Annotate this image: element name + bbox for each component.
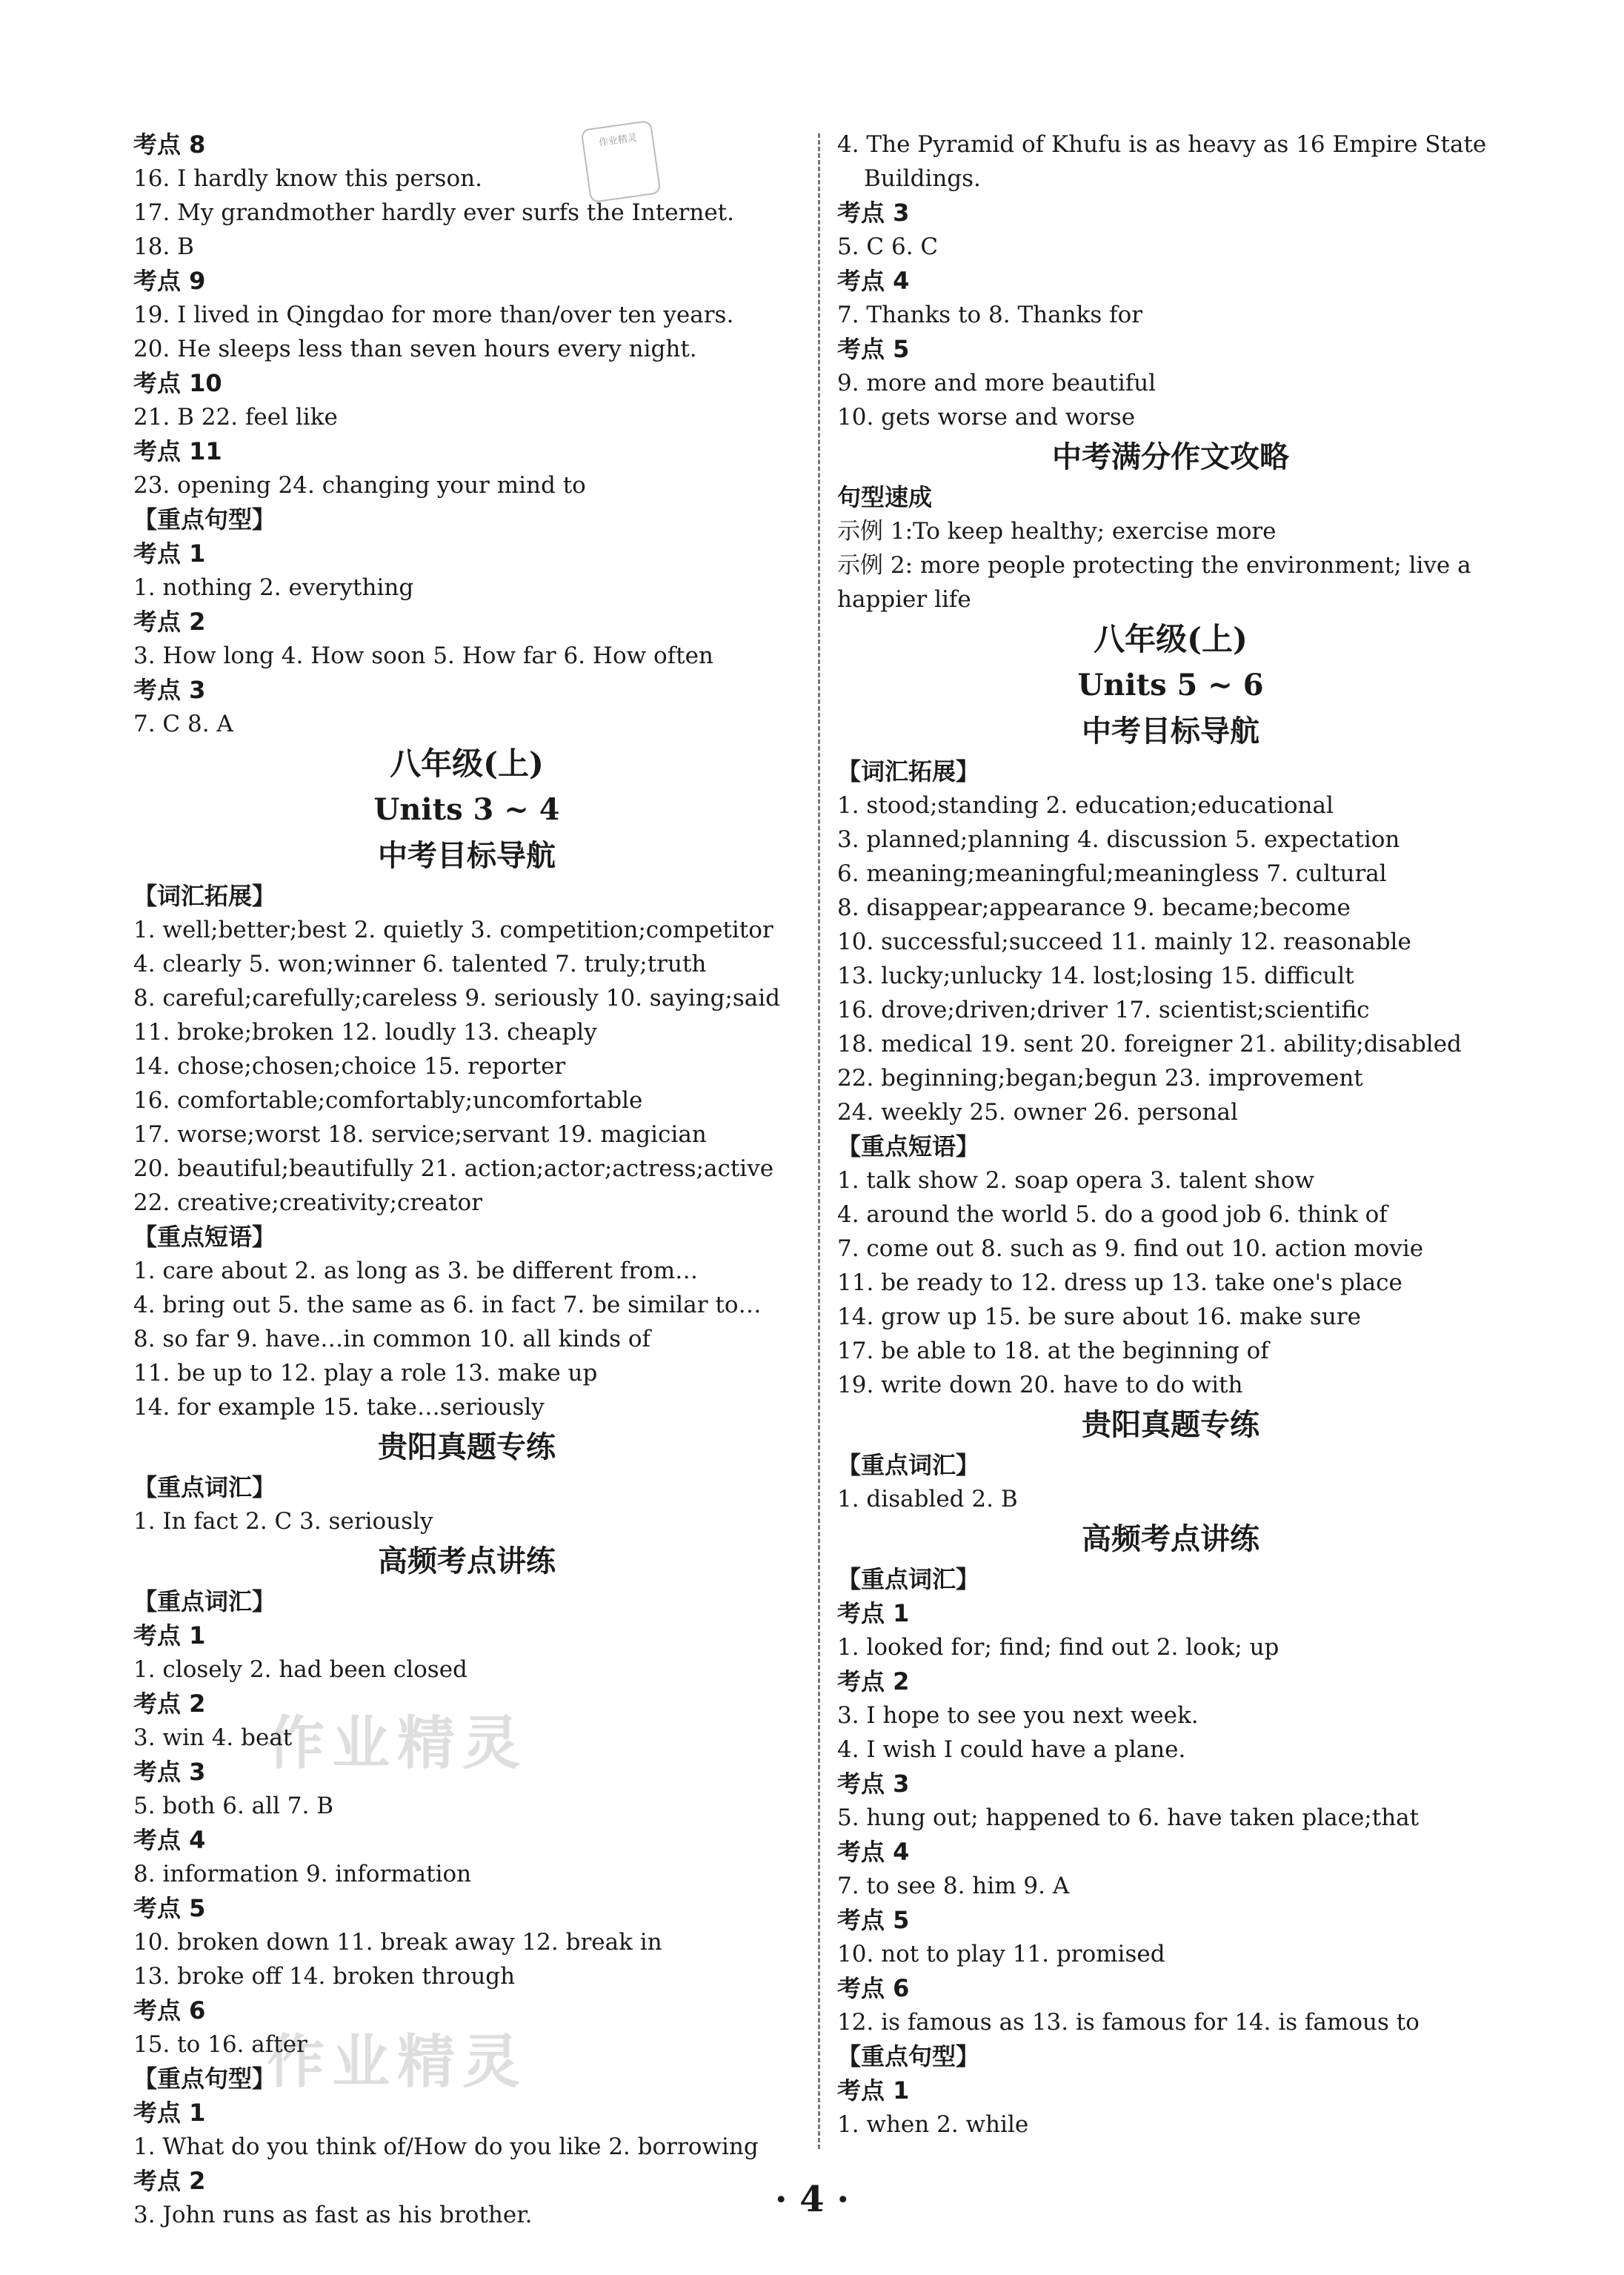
exam-point-label: 考点 6 <box>837 1974 910 2002</box>
answer-line: 5. C 6. C <box>837 233 939 260</box>
section-label: 【词汇拓展】 <box>837 757 980 786</box>
answer-line: 10. not to play 11. promised <box>837 1941 1165 1967</box>
exam-point-label: 考点 5 <box>133 1894 206 1922</box>
exam-point-label: 考点 4 <box>133 1826 206 1854</box>
column-divider <box>818 133 820 2149</box>
answer-line: 10. broken down 11. break away 12. break in <box>133 1929 662 1956</box>
answer-line: 7. to see 8. him 9. A <box>837 1873 1070 1899</box>
exam-point-label: 考点 9 <box>133 267 206 295</box>
exam-point-label: 考点 10 <box>133 369 222 397</box>
answer-line: 4. bring out 5. the same as 6. in fact 7. be similar to… <box>133 1292 762 1318</box>
answer-line: 4. I wish I could have a plane. <box>837 1736 1186 1763</box>
answer-line: 23. opening 24. changing your mind to <box>133 472 586 499</box>
units-heading: Units 5 ~ 6 <box>1077 668 1264 703</box>
answer-line: 10. successful;succeed 11. mainly 12. reasonable <box>837 929 1411 955</box>
section-label: 【重点词汇】 <box>837 1565 980 1593</box>
section-heading: 中考目标导航 <box>378 839 556 873</box>
exam-point-label: 考点 2 <box>837 1667 910 1696</box>
answer-line: 11. be up to 12. play a role 13. make up <box>133 1360 598 1386</box>
section-label: 【重点词汇】 <box>133 1473 276 1501</box>
answer-line: 16. drove;driven;driver 17. scientist;scientific <box>837 997 1370 1023</box>
exam-point-label: 考点 6 <box>133 1996 206 2025</box>
answer-line: 14. for example 15. take…seriously <box>133 1394 545 1421</box>
units-heading: Units 3 ~ 4 <box>373 792 560 827</box>
answer-line: 1. when 2. while <box>837 2111 1029 2138</box>
grade-heading: 八年级(上) <box>1094 621 1248 657</box>
section-label: 【词汇拓展】 <box>133 882 276 910</box>
answer-line: 16. comfortable;comfortably;uncomfortable <box>133 1087 643 1114</box>
answer-line: 11. be ready to 12. dress up 13. take one's place <box>837 1269 1402 1296</box>
exam-point-label: 考点 2 <box>133 2167 206 2195</box>
answer-line: 13. broke off 14. broken through <box>133 1963 516 1990</box>
section-label: 【重点词汇】 <box>837 1451 980 1479</box>
exam-point-label: 考点 3 <box>837 1770 910 1798</box>
answer-line: 5. hung out; happened to 6. have taken place;that <box>837 1804 1420 1831</box>
section-label: 【重点短语】 <box>133 1223 276 1251</box>
answer-line: 4. clearly 5. won;winner 6. talented 7. truly;truth <box>133 951 707 977</box>
exam-point-label: 考点 3 <box>133 676 206 704</box>
section-label: 【重点句型】 <box>133 2065 276 2093</box>
answer-line: 24. weekly 25. owner 26. personal <box>837 1099 1238 1126</box>
exam-point-label: 考点 4 <box>837 1838 910 1866</box>
answer-line: 19. I lived in Qingdao for more than/over ten years. <box>133 302 734 328</box>
stamp-logo: 作业精灵 <box>581 120 662 203</box>
section-heading: 贵阳真题专练 <box>1082 1408 1259 1442</box>
answer-line: 22. beginning;began;begun 23. improvement <box>837 1065 1363 1092</box>
answer-line: 17. My grandmother hardly ever surfs the Internet. <box>133 199 734 226</box>
exam-point-label: 考点 1 <box>837 1599 910 1627</box>
exam-point-label: 考点 4 <box>837 267 910 295</box>
exam-point-label: 考点 5 <box>837 335 910 363</box>
answer-line: 8. so far 9. have…in common 10. all kinds of <box>133 1326 650 1352</box>
section-label: 【重点词汇】 <box>133 1587 276 1615</box>
exam-point-label: 考点 1 <box>133 2099 206 2127</box>
answer-line: 21. B 22. feel like <box>133 404 338 431</box>
answer-line: 1. stood;standing 2. education;educational <box>837 792 1334 819</box>
answer-line: 19. write down 20. have to do with <box>837 1372 1243 1398</box>
answer-line: 17. be able to 18. at the beginning of <box>837 1338 1269 1364</box>
answer-line: 6. meaning;meaningful;meaningless 7. cultural <box>837 860 1387 887</box>
section-label: 【重点句型】 <box>133 505 276 534</box>
answer-line: 8. careful;carefully;careless 9. seriously 10. saying;said <box>133 985 781 1012</box>
answer-line: 10. gets worse and worse <box>837 404 1136 431</box>
answer-line: 5. both 6. all 7. B <box>133 1793 334 1819</box>
answer-line: 4. around the world 5. do a good job 6. think of <box>837 1201 1388 1228</box>
answer-line: 示例 2: more people protecting the environment; live a <box>837 552 1471 579</box>
answer-line: 18. medical 19. sent 20. foreigner 21. ability;disabled <box>837 1031 1462 1057</box>
exam-point-label: 考点 1 <box>133 1621 206 1650</box>
grade-heading: 八年级(上) <box>390 745 544 782</box>
answer-line: 7. come out 8. such as 9. find out 10. action movie <box>837 1235 1424 1262</box>
section-label: 句型速成 <box>837 483 933 511</box>
right-column <box>837 127 1504 2142</box>
answer-line: 7. C 8. A <box>133 711 233 737</box>
answer-line: 1. nothing 2. everything <box>133 574 414 601</box>
answer-line: 13. lucky;unlucky 14. lost;losing 15. difficult <box>837 963 1354 989</box>
answer-line: 16. I hardly know this person. <box>133 165 482 192</box>
answer-line: 14. grow up 15. be sure about 16. make sure <box>837 1303 1361 1330</box>
exam-point-label: 考点 8 <box>133 130 206 159</box>
answer-line: 1. closely 2. had been closed <box>133 1656 467 1683</box>
answer-line: 17. worse;worst 18. service;servant 19. magician <box>133 1121 707 1148</box>
answer-line: 1. In fact 2. C 3. seriously <box>133 1508 433 1535</box>
section-heading: 高频考点讲练 <box>378 1544 556 1578</box>
answer-line: 3. I hope to see you next week. <box>837 1702 1199 1729</box>
answer-line: 15. to 16. after <box>133 2031 307 2058</box>
answer-line: 14. chose;chosen;choice 15. reporter <box>133 1053 566 1080</box>
exam-point-label: 考点 5 <box>837 1906 910 1934</box>
answer-line: 1. disabled 2. B <box>837 1486 1018 1512</box>
answer-line: 11. broke;broken 12. loudly 13. cheaply <box>133 1019 597 1046</box>
answer-line: 8. disappear;appearance 9. became;become <box>837 894 1351 921</box>
page-number: · 4 · <box>774 2179 850 2220</box>
answer-line: 12. is famous as 13. is famous for 14. is famous to <box>837 2009 1420 2036</box>
answer-line: 1. looked for; find; find out 2. look; up <box>837 1634 1279 1661</box>
section-heading: 中考目标导航 <box>1082 714 1259 748</box>
answer-line: 3. John runs as fast as his brother. <box>133 2202 533 2228</box>
answer-line: 3. How long 4. How soon 5. How far 6. How often <box>133 642 713 669</box>
answer-line: Buildings. <box>864 165 981 192</box>
left-column <box>133 127 800 2232</box>
section-label: 【重点短语】 <box>837 1132 980 1160</box>
exam-point-label: 考点 3 <box>837 199 910 227</box>
section-heading: 中考满分作文攻略 <box>1052 440 1289 474</box>
watermark: 作业精灵 <box>267 2029 528 2096</box>
answer-line: 20. He sleeps less than seven hours every night. <box>133 336 697 362</box>
answer-line: 20. beautiful;beautifully 21. action;actor;actress;active <box>133 1155 774 1182</box>
answer-line: 4. The Pyramid of Khufu is as heavy as 16 Empire State <box>837 131 1487 158</box>
exam-point-label: 考点 1 <box>837 2076 910 2105</box>
exam-point-label: 考点 2 <box>133 608 206 636</box>
answer-line: 1. What do you think of/How do you like 2. borrowing <box>133 2133 759 2160</box>
exam-point-label: 考点 11 <box>133 437 222 465</box>
answer-line: 8. information 9. information <box>133 1861 472 1887</box>
answer-line: 3. win 4. beat <box>133 1724 293 1751</box>
exam-point-label: 考点 3 <box>133 1758 206 1786</box>
section-heading: 高频考点讲练 <box>1082 1522 1259 1556</box>
answer-line: 1. talk show 2. soap opera 3. talent show <box>837 1167 1315 1194</box>
section-heading: 贵阳真题专练 <box>378 1430 556 1464</box>
answer-line: happier life <box>837 586 971 613</box>
answer-line: 9. more and more beautiful <box>837 370 1157 396</box>
answer-line: 22. creative;creativity;creator <box>133 1189 483 1216</box>
answer-line: 1. care about 2. as long as 3. be different from… <box>133 1258 699 1284</box>
section-label: 【重点句型】 <box>837 2042 980 2070</box>
exam-point-label: 考点 1 <box>133 539 206 568</box>
answer-line: 示例 1:To keep healthy; exercise more <box>837 518 1277 545</box>
answer-line: 7. Thanks to 8. Thanks for <box>837 302 1143 328</box>
answer-line: 18. B <box>133 233 194 260</box>
answer-line: 3. planned;planning 4. discussion 5. expectation <box>837 826 1400 853</box>
answer-line: 1. well;better;best 2. quietly 3. competition;competitor <box>133 917 773 943</box>
watermark: 作业精灵 <box>267 1710 528 1777</box>
exam-point-label: 考点 2 <box>133 1690 206 1718</box>
